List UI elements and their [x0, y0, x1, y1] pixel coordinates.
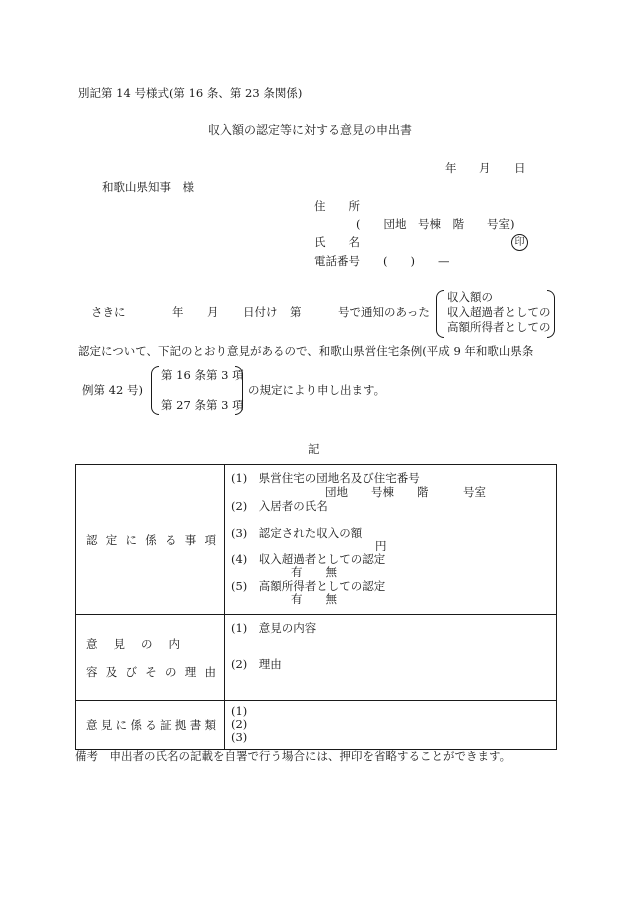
row-content-cell [225, 465, 557, 615]
left-bracket [436, 290, 444, 338]
table-row [76, 465, 557, 615]
evidence-item-1: (1) [231, 704, 248, 718]
remarks-note: 備考 申出者の氏名の記載を自署で行う場合には、押印を省略することができます。 [75, 749, 512, 763]
row-content-cell [225, 701, 557, 750]
address-detail: ( 団地 号棟 階 号室) [356, 217, 515, 231]
details-table [75, 464, 557, 750]
body-line-2: 認定について、下記のとおり意見があるので、和歌山県営住宅条例(平成 9 年和歌山県条 [78, 344, 534, 358]
date-day-label: 日 [514, 161, 526, 175]
row-label-cell [76, 465, 225, 615]
row-label-cell [76, 615, 225, 701]
choice-income-amount: 収入額の [447, 290, 493, 304]
phone-label: 電話番号 [314, 254, 360, 268]
item-5-detail: 有 無 [291, 592, 337, 606]
body-lead: さきに [91, 305, 126, 319]
choice-excess-income: 収入超過者としての [447, 305, 551, 319]
left-bracket-2 [151, 366, 159, 415]
item-2: (2) 入居者の氏名 [231, 499, 328, 513]
body-line-3-lead: 例第 42 号) [82, 383, 143, 397]
body-line-3-tail: の規定により申し出ます。 [248, 383, 386, 397]
body-number-suffix: 号で通知のあった [338, 305, 430, 319]
table-row [76, 701, 557, 750]
reason-item: (2) 理由 [231, 657, 282, 671]
choice-article-16: 第 16 条第 3 項 [161, 368, 244, 382]
choice-article-27: 第 27 条第 3 項 [161, 398, 244, 412]
body-number-prefix: 第 [290, 305, 302, 319]
body-month: 月 [207, 305, 219, 319]
date-month-label: 月 [479, 161, 491, 175]
address-label: 住 所 [314, 199, 360, 213]
form-reference: 別記第 14 号様式(第 16 条、第 23 条関係) [78, 86, 303, 100]
label-evidence-documents: 意 見 に 係 る 証 拠 書 類 [86, 718, 216, 732]
item-1-detail: 団地 号棟 階 号室 [325, 485, 486, 499]
label-opinion-line-1: 意 見 の 内 [86, 636, 180, 651]
evidence-item-2: (2) [231, 717, 248, 731]
phone-format: ( ) — [383, 254, 450, 268]
body-date-suffix: 日付け [243, 305, 278, 319]
evidence-item-3: (3) [231, 730, 248, 744]
item-4-detail: 有 無 [291, 565, 337, 579]
item-3: (3) 認定された収入の額 [231, 526, 363, 540]
ki-heading: 記 [308, 442, 320, 456]
document-title: 収入額の認定等に対する意見の申出書 [208, 123, 413, 137]
seal-mark: 印 [511, 234, 528, 251]
item-3-detail: 円 [375, 539, 387, 553]
item-1: (1) 県営住宅の団地名及び住宅番号 [231, 471, 420, 485]
label-recognition-matters: 認 定 に 係 る 事 項 [86, 532, 216, 547]
row-label-cell [76, 701, 225, 750]
item-5: (5) 高額所得者としての認定 [231, 579, 386, 593]
name-label: 氏 名 [314, 235, 360, 249]
addressee: 和歌山県知事 様 [102, 180, 194, 194]
table-row [76, 615, 557, 701]
row-content-cell [225, 615, 557, 701]
opinion-content-item: (1) 意見の内容 [231, 621, 317, 635]
label-opinion-line-2: 容 及 び そ の 理 由 [86, 664, 216, 679]
date-year-label: 年 [445, 161, 457, 175]
choice-high-income: 高額所得者としての [447, 320, 551, 334]
item-4: (4) 収入超過者としての認定 [231, 552, 386, 566]
body-year: 年 [172, 305, 184, 319]
